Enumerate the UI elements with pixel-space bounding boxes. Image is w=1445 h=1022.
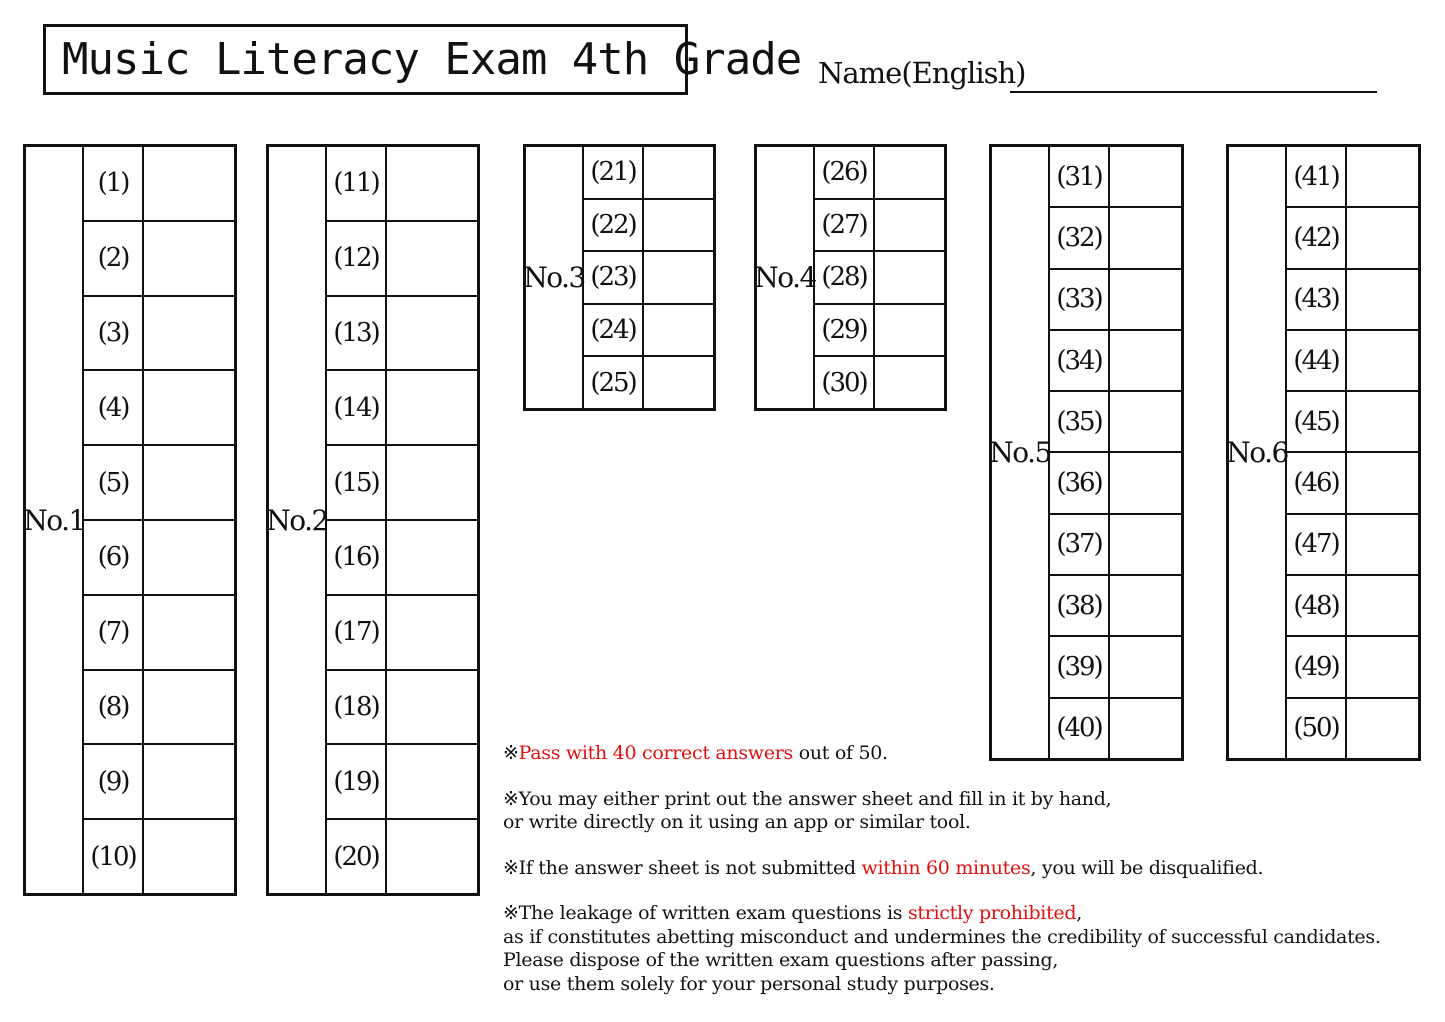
answer-row bbox=[1050, 208, 1181, 269]
question-number: (28) bbox=[815, 252, 875, 303]
question-number: (35) bbox=[1050, 392, 1110, 451]
answer-cell[interactable] bbox=[1347, 270, 1418, 329]
answer-row bbox=[327, 446, 477, 521]
answer-cell[interactable] bbox=[644, 357, 713, 408]
question-number: (8) bbox=[84, 671, 144, 744]
answer-row bbox=[1287, 392, 1418, 453]
answer-row bbox=[84, 596, 234, 671]
answer-row bbox=[84, 745, 234, 820]
answer-cell[interactable] bbox=[387, 297, 477, 370]
note-time-prefix: ※If the answer sheet is not submitted bbox=[503, 856, 862, 879]
answer-row bbox=[584, 305, 713, 358]
answer-row bbox=[1287, 331, 1418, 392]
answer-row bbox=[815, 252, 944, 305]
answer-cell[interactable] bbox=[144, 596, 234, 669]
answer-row bbox=[1050, 147, 1181, 208]
note-pass-suffix: out of 50. bbox=[792, 742, 888, 764]
answer-row bbox=[84, 297, 234, 372]
question-number: (50) bbox=[1287, 699, 1347, 758]
answer-cell[interactable] bbox=[1110, 147, 1181, 206]
note-leak-line2: as if constitutes abetting misconduct and undermines the credibility of successful candidates. bbox=[503, 925, 1381, 948]
question-number: (29) bbox=[815, 305, 875, 356]
answer-cell[interactable] bbox=[387, 820, 477, 893]
question-number: (7) bbox=[84, 596, 144, 669]
note-pass bbox=[503, 742, 1433, 766]
answer-row bbox=[84, 371, 234, 446]
question-number: (13) bbox=[327, 297, 387, 370]
note-leak bbox=[503, 902, 1433, 996]
section-no2 bbox=[266, 144, 480, 896]
answer-cell[interactable] bbox=[387, 371, 477, 444]
note-leak-highlight: strictly prohibited bbox=[907, 902, 1077, 924]
question-number: (41) bbox=[1287, 147, 1347, 206]
question-number: (20) bbox=[327, 820, 387, 893]
answer-cell[interactable] bbox=[144, 745, 234, 818]
question-number: (11) bbox=[327, 147, 387, 220]
answer-row bbox=[1287, 270, 1418, 331]
answer-cell[interactable] bbox=[387, 671, 477, 744]
note-leak-line4: or use them solely for your personal study purposes. bbox=[503, 972, 995, 995]
question-number: (19) bbox=[327, 745, 387, 818]
answer-cell[interactable] bbox=[144, 222, 234, 295]
question-number: (32) bbox=[1050, 208, 1110, 267]
question-number: (10) bbox=[84, 820, 144, 893]
answer-cell[interactable] bbox=[144, 297, 234, 370]
answer-cell[interactable] bbox=[1110, 208, 1181, 267]
question-number: (14) bbox=[327, 371, 387, 444]
note-method-line1: ※You may either print out the answer sheet and fill in it by hand, bbox=[503, 787, 1112, 810]
question-number: (26) bbox=[815, 147, 875, 198]
question-number: (2) bbox=[84, 222, 144, 295]
instructions bbox=[503, 742, 1433, 1018]
question-number: (21) bbox=[584, 147, 644, 198]
question-number: (45) bbox=[1287, 392, 1347, 451]
answer-cell[interactable] bbox=[1110, 331, 1181, 390]
name-input-line[interactable] bbox=[1010, 91, 1377, 93]
answer-row bbox=[327, 820, 477, 893]
answer-cell[interactable] bbox=[144, 371, 234, 444]
note-pass-prefix: ※ bbox=[503, 742, 519, 764]
answer-row bbox=[1050, 392, 1181, 453]
answer-row bbox=[584, 200, 713, 253]
note-leak-suffix: , bbox=[1076, 902, 1082, 924]
answer-row bbox=[327, 745, 477, 820]
answer-row bbox=[1287, 147, 1418, 208]
answer-cell[interactable] bbox=[1347, 515, 1418, 574]
name-label: Name(English) bbox=[818, 56, 1026, 90]
answer-cell[interactable] bbox=[1110, 515, 1181, 574]
question-number: (31) bbox=[1050, 147, 1110, 206]
answer-row bbox=[327, 222, 477, 297]
question-number: (18) bbox=[327, 671, 387, 744]
section-label: No.3 bbox=[526, 147, 584, 408]
question-number: (6) bbox=[84, 521, 144, 594]
section-label: No.5 bbox=[992, 147, 1050, 758]
answer-row bbox=[815, 357, 944, 408]
answer-row bbox=[327, 596, 477, 671]
answer-cell[interactable] bbox=[144, 446, 234, 519]
answer-cell[interactable] bbox=[644, 200, 713, 251]
answer-cell[interactable] bbox=[387, 222, 477, 295]
answer-row bbox=[84, 671, 234, 746]
answer-row bbox=[1287, 453, 1418, 514]
answer-cell[interactable] bbox=[875, 147, 944, 198]
answer-row bbox=[815, 200, 944, 253]
answer-row bbox=[1287, 637, 1418, 698]
answer-row bbox=[84, 446, 234, 521]
note-pass-highlight: Pass with 40 correct answers bbox=[518, 742, 793, 764]
question-number: (15) bbox=[327, 446, 387, 519]
question-number: (5) bbox=[84, 446, 144, 519]
question-number: (12) bbox=[327, 222, 387, 295]
question-number: (42) bbox=[1287, 208, 1347, 267]
answer-row bbox=[327, 371, 477, 446]
question-number: (44) bbox=[1287, 331, 1347, 390]
question-number: (17) bbox=[327, 596, 387, 669]
note-method bbox=[503, 788, 1433, 835]
answer-row bbox=[1050, 515, 1181, 576]
answer-row bbox=[327, 521, 477, 596]
answer-row bbox=[815, 305, 944, 358]
question-number: (25) bbox=[584, 357, 644, 408]
section-no6 bbox=[1226, 144, 1421, 761]
answer-cell[interactable] bbox=[1110, 576, 1181, 635]
question-number: (48) bbox=[1287, 576, 1347, 635]
answer-row bbox=[84, 222, 234, 297]
section-no4 bbox=[754, 144, 947, 411]
answer-row bbox=[1050, 637, 1181, 698]
answer-cell[interactable] bbox=[1110, 637, 1181, 696]
answer-cell[interactable] bbox=[875, 252, 944, 303]
question-number: (4) bbox=[84, 371, 144, 444]
answer-cell[interactable] bbox=[387, 147, 477, 220]
section-label: No.6 bbox=[1229, 147, 1287, 758]
question-number: (22) bbox=[584, 200, 644, 251]
exam-title: Music Literacy Exam 4th Grade bbox=[43, 24, 688, 95]
answer-row bbox=[84, 521, 234, 596]
answer-row bbox=[327, 297, 477, 372]
question-number: (1) bbox=[84, 147, 144, 220]
question-number: (43) bbox=[1287, 270, 1347, 329]
answer-row bbox=[1050, 270, 1181, 331]
answer-row bbox=[327, 147, 477, 222]
note-time-highlight: within 60 minutes bbox=[861, 856, 1031, 879]
answer-cell[interactable] bbox=[1347, 453, 1418, 512]
answer-cell[interactable] bbox=[1110, 270, 1181, 329]
question-number: (30) bbox=[815, 357, 875, 408]
question-number: (9) bbox=[84, 745, 144, 818]
question-number: (24) bbox=[584, 305, 644, 356]
note-time-suffix: , you will be disqualified. bbox=[1030, 856, 1264, 879]
section-label: No.1 bbox=[26, 147, 84, 893]
question-number: (39) bbox=[1050, 637, 1110, 696]
answer-cell[interactable] bbox=[875, 357, 944, 408]
answer-cell[interactable] bbox=[1347, 147, 1418, 206]
answer-row bbox=[84, 820, 234, 893]
question-number: (16) bbox=[327, 521, 387, 594]
answer-cell[interactable] bbox=[1110, 453, 1181, 512]
question-number: (47) bbox=[1287, 515, 1347, 574]
note-leak-line3: Please dispose of the written exam questions after passing, bbox=[503, 949, 1059, 971]
answer-row bbox=[327, 671, 477, 746]
answer-cell[interactable] bbox=[387, 596, 477, 669]
question-number: (33) bbox=[1050, 270, 1110, 329]
section-no3 bbox=[523, 144, 716, 411]
question-number: (38) bbox=[1050, 576, 1110, 635]
answer-cell[interactable] bbox=[144, 147, 234, 220]
answer-cell[interactable] bbox=[875, 200, 944, 251]
answer-cell[interactable] bbox=[387, 745, 477, 818]
answer-row bbox=[1287, 576, 1418, 637]
answer-cell[interactable] bbox=[144, 820, 234, 893]
answer-cell[interactable] bbox=[1347, 392, 1418, 451]
answer-row bbox=[1050, 576, 1181, 637]
answer-cell[interactable] bbox=[644, 147, 713, 198]
answer-cell[interactable] bbox=[644, 305, 713, 356]
answer-cell[interactable] bbox=[1347, 637, 1418, 696]
answer-row bbox=[1287, 515, 1418, 576]
question-number: (3) bbox=[84, 297, 144, 370]
answer-row bbox=[584, 357, 713, 408]
question-number: (49) bbox=[1287, 637, 1347, 696]
answer-row bbox=[1287, 208, 1418, 269]
question-number: (27) bbox=[815, 200, 875, 251]
question-number: (34) bbox=[1050, 331, 1110, 390]
note-leak-prefix: ※The leakage of written exam questions is bbox=[503, 902, 908, 924]
section-label: No.2 bbox=[269, 147, 327, 893]
answer-row bbox=[1050, 331, 1181, 392]
answer-cell[interactable] bbox=[875, 305, 944, 356]
question-number: (46) bbox=[1287, 453, 1347, 512]
answer-row bbox=[815, 147, 944, 200]
answer-cell[interactable] bbox=[1347, 576, 1418, 635]
note-method-line2: or write directly on it using an app or similar tool. bbox=[503, 811, 971, 833]
answer-row bbox=[584, 147, 713, 200]
question-number: (23) bbox=[584, 252, 644, 303]
question-number: (37) bbox=[1050, 515, 1110, 574]
answer-row bbox=[584, 252, 713, 305]
section-label: No.4 bbox=[757, 147, 815, 408]
answer-cell[interactable] bbox=[387, 446, 477, 519]
section-no5 bbox=[989, 144, 1184, 761]
question-number: (36) bbox=[1050, 453, 1110, 512]
question-number: (40) bbox=[1050, 699, 1110, 758]
section-no1 bbox=[23, 144, 237, 896]
answer-cell[interactable] bbox=[144, 671, 234, 744]
answer-cell[interactable] bbox=[1110, 392, 1181, 451]
answer-cell[interactable] bbox=[1347, 208, 1418, 267]
answer-cell[interactable] bbox=[644, 252, 713, 303]
answer-row bbox=[1050, 453, 1181, 514]
answer-row bbox=[84, 147, 234, 222]
answer-cell[interactable] bbox=[1347, 331, 1418, 390]
note-time bbox=[503, 857, 1433, 881]
answer-cell[interactable] bbox=[144, 521, 234, 594]
answer-cell[interactable] bbox=[387, 521, 477, 594]
